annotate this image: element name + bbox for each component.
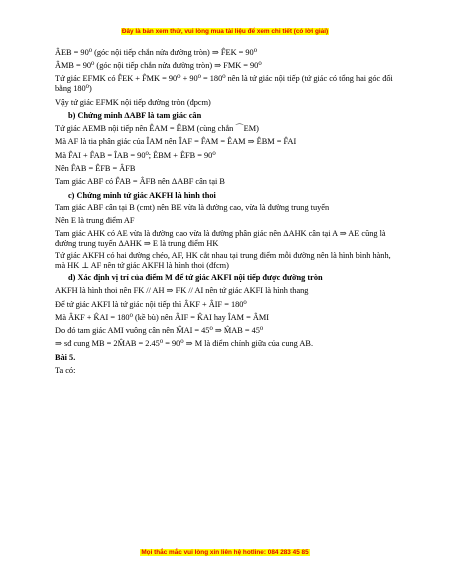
proof-line: Mà AF là tia phân giác của ÎAM nên ÎAF = F̂AM = ÊAM ⇒ ÊBM = F̂AI [55,137,297,147]
preview-notice-text: Đây là bản xem thử, vui lòng mua tài liệu để xem chi tiết (có lời giải) [121,28,329,35]
hotline-text: Mọi thắc mắc vui lòng xin liên hệ hotline: 084 283 45 85 [141,549,309,556]
proof-line: Nên E là trung điểm AF [55,216,135,226]
proof-line: Nên F̂AB = ÊFB = ÂFB [55,164,136,174]
proof-line: Ta có: [55,366,76,376]
proof-line: Do đó tam giác AMI vuông cân nên M̂AI = 45⁰ ⇒ M̂AB = 45⁰ [55,326,264,336]
proof-line: Tứ giác AEMB nội tiếp nên ÊAM = ÊBM (cùng chắn ⌒EM) [55,124,259,134]
proof-line: Vậy tứ giác EFMK nội tiếp đường tròn (đpcm) [55,97,211,107]
section-heading-d: d) Xác định vị trí của điểm M để tứ giác AKFI nội tiếp được đường tròn [68,272,323,282]
proof-line: AKFH là hình thoi nên FK // AH ⇒ FK // AI nên tứ giác AKFI là hình thang [55,286,309,296]
proof-line: ÂEB = 90⁰ (góc nội tiếp chắn nửa đường tròn) ⇒ F̂EK = 90⁰ [55,48,258,57]
section-heading-b: b) Chứng minh ΔABF là tam giác cân [68,110,202,120]
proof-line: ⇒ sđ cung MB = 2M̂AB = 2.45⁰ = 90⁰ ⇒ M là điểm chính giữa của cung AB. [55,339,314,349]
proof-line: Mà ÂKF + K̂AI = 180⁰ (kề bù) nên ÂIF = K̂AI hay ÎAM = ÂMI [55,312,269,322]
preview-notice-banner [0,28,450,35]
proof-line: Tứ giác EFMK có F̂EK + F̂MK = 90⁰ + 90⁰ = 180⁰ nên là tứ giác nội tiếp (tứ giác có tổng hai góc đối bằng 180⁰) [55,73,393,94]
proof-line: Mà F̂AI + F̂AB = ÎAB = 90⁰; ÊBM + ÊFB = 90⁰ [55,150,216,160]
proof-line: Tam giác ABF có F̂AB = ÂFB nên ΔABF cân tại B [55,177,225,187]
proof-line: Để tứ giác AKFI là tứ giác nội tiếp thì ÂKF + ÂIF = 180⁰ [55,299,247,309]
proof-line: Tứ giác AKFH có hai đường chéo, AF, HK cắt nhau tại trung điểm mỗi đường nên là hình bình hành, mà HK ⊥ AF nên tứ giác AKFH là hình thoi (đfcm) [55,250,391,271]
proof-line: Tam giác AHK có AE vừa là đường cao vừa là đường phân giác nên ΔAHK cân tại A ⇒ AE cũng là đường trung tuyến ΔAHK ⇒ E là trung điểm HK [55,228,386,249]
exercise-heading: Bài 5. [55,352,76,362]
proof-line: Tam giác ABF cân tại B (cmt) nên BE vừa là đường cao, vừa là đường trung tuyến [55,202,330,212]
document-body [55,46,395,377]
section-heading-c: c) Chứng minh tứ giác AKFH là hình thoi [68,190,216,200]
proof-line: ÂMB = 90⁰ (góc nội tiếp chắn nửa đường tròn) ⇒ FMK = 90⁰ [55,61,262,71]
hotline-banner [0,549,450,556]
